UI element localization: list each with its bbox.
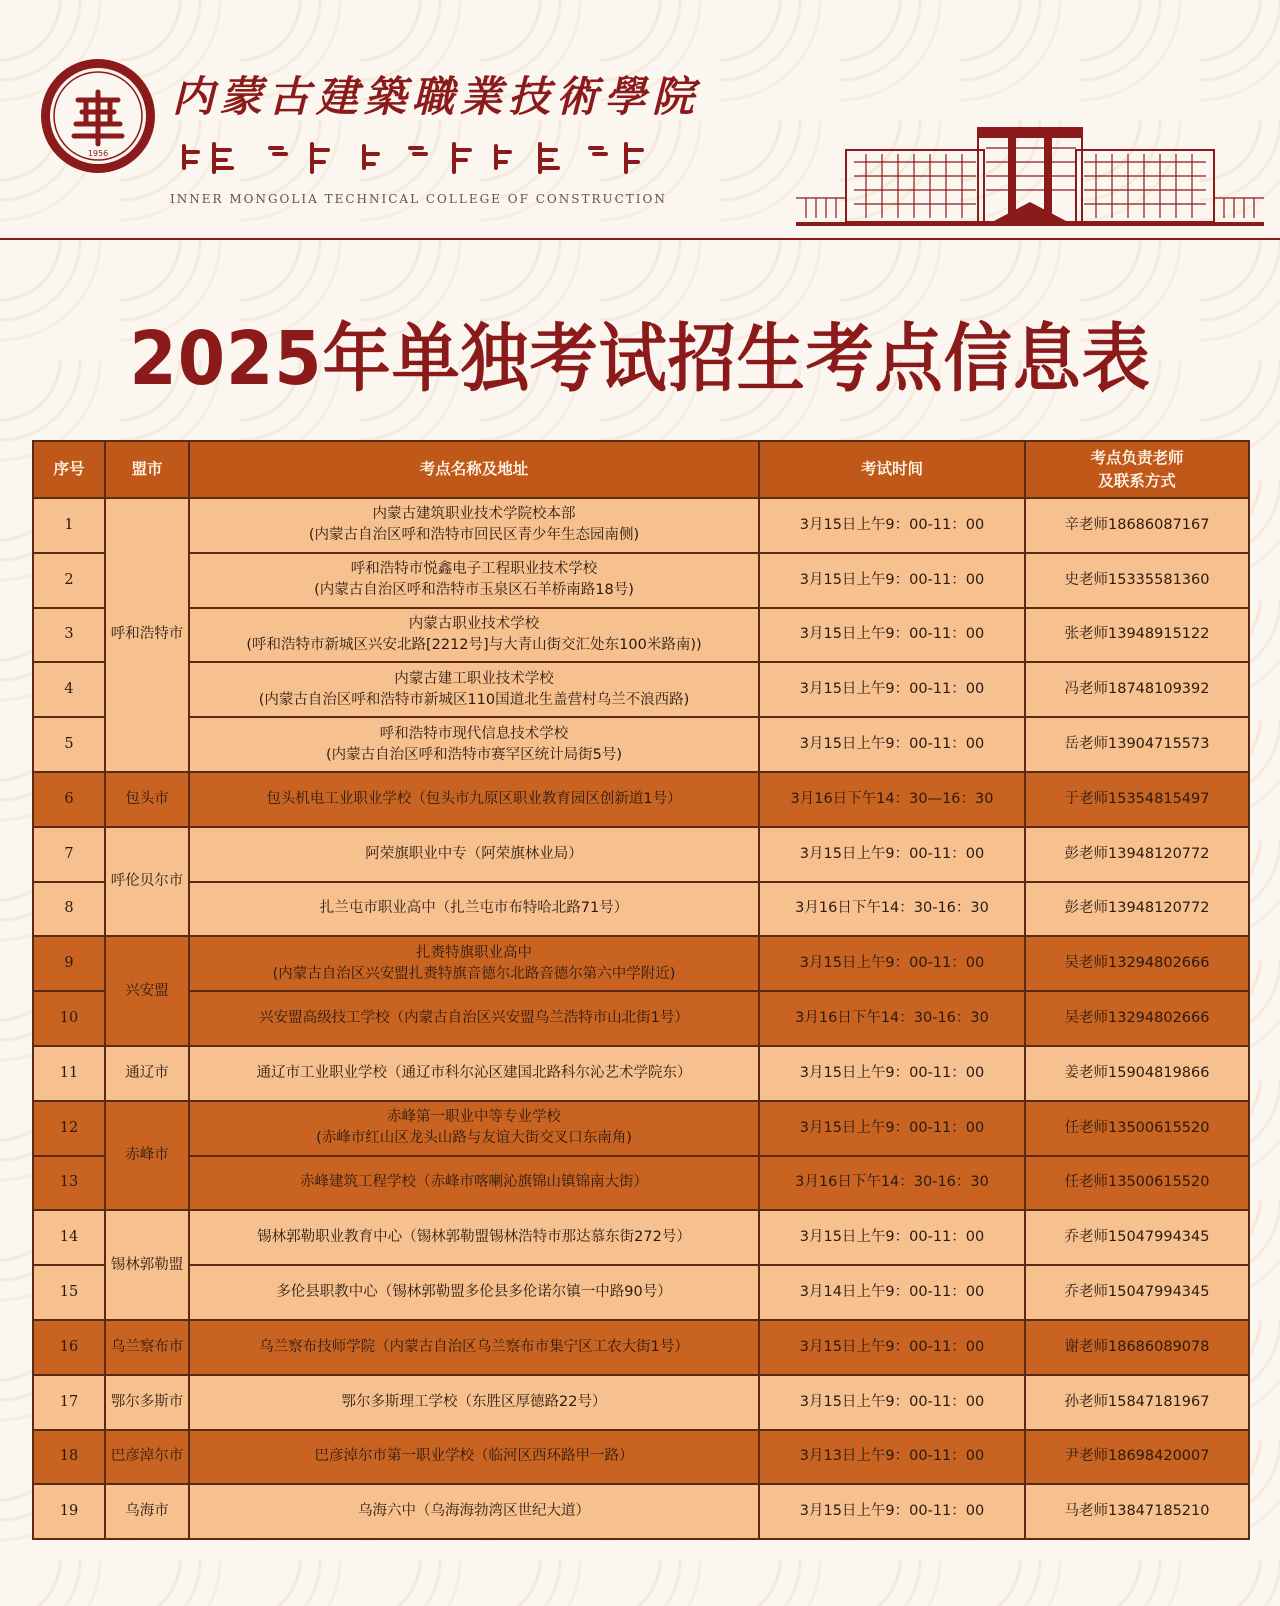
row-index: 14 — [33, 1210, 105, 1265]
row-index: 2 — [33, 553, 105, 608]
college-name-calligraphy: 内蒙古建築職業技術學院 — [172, 72, 701, 121]
contact-cell: 谢老师18686089078 — [1025, 1320, 1249, 1375]
table-row — [33, 608, 1249, 663]
row-index: 10 — [33, 991, 105, 1046]
contact-cell: 史老师15335581360 — [1025, 553, 1249, 608]
site-cell: 乌兰察布技师学院（内蒙古自治区乌兰察布市集宁区工农大街1号） — [189, 1320, 759, 1375]
time-cell: 3月15日上午9：00-11：00 — [759, 936, 1025, 991]
table-row — [33, 1265, 1249, 1320]
table-row — [33, 1430, 1249, 1485]
site-cell: 赤峰建筑工程学校（赤峰市喀喇沁旗锦山镇锦南大街） — [189, 1156, 759, 1211]
row-index: 12 — [33, 1101, 105, 1156]
table-row — [33, 882, 1249, 937]
table-row — [33, 1156, 1249, 1211]
time-cell: 3月16日下午14：30-16：30 — [759, 1156, 1025, 1211]
site-cell: 扎赉特旗职业高中 (内蒙古自治区兴安盟扎赉特旗音德尔北路音德尔第六中学附近) — [189, 936, 759, 991]
row-index: 6 — [33, 772, 105, 827]
page-title: 2025年单独考试招生考点信息表 — [129, 316, 1151, 402]
site-cell: 呼和浩特市现代信息技术学校 (内蒙古自治区呼和浩特市赛罕区统计局街5号) — [189, 717, 759, 772]
site-cell: 通辽市工业职业学校（通辽市科尔沁区建国北路科尔沁艺术学院东） — [189, 1046, 759, 1101]
header-contact: 考点负责老师 及联系方式 — [1025, 441, 1249, 498]
row-index: 13 — [33, 1156, 105, 1211]
time-cell: 3月13日上午9：00-11：00 — [759, 1430, 1025, 1485]
time-cell: 3月16日下午14：30-16：30 — [759, 991, 1025, 1046]
college-seal-logo — [38, 56, 158, 176]
contact-cell: 辛老师18686087167 — [1025, 498, 1249, 553]
table-row — [33, 662, 1249, 717]
table-row — [33, 717, 1249, 772]
table-row — [33, 827, 1249, 882]
time-cell: 3月16日下午14：30-16：30 — [759, 882, 1025, 937]
site-cell: 阿荣旗职业中专（阿荣旗林业局） — [189, 827, 759, 882]
contact-cell: 吴老师13294802666 — [1025, 991, 1249, 1046]
exam-site-table — [32, 440, 1250, 1540]
time-cell: 3月15日上午9：00-11：00 — [759, 608, 1025, 663]
table-row — [33, 1375, 1249, 1430]
table-row — [33, 1210, 1249, 1265]
table-row — [33, 498, 1249, 553]
table-row — [33, 553, 1249, 608]
time-cell: 3月15日上午9：00-11：00 — [759, 1046, 1025, 1101]
site-cell: 内蒙古职业技术学校 (呼和浩特市新城区兴安北路[2212号]与大青山街交汇处东100米路南)) — [189, 608, 759, 663]
site-cell: 扎兰屯市职业高中（扎兰屯市布特哈北路71号） — [189, 882, 759, 937]
row-index: 3 — [33, 608, 105, 663]
city-cell: 赤峰市 — [105, 1101, 189, 1211]
site-cell: 兴安盟高级技工学校（内蒙古自治区兴安盟乌兰浩特市山北街1号） — [189, 991, 759, 1046]
table-row — [33, 1320, 1249, 1375]
header-city: 盟市 — [105, 441, 189, 498]
row-index: 16 — [33, 1320, 105, 1375]
city-cell: 通辽市 — [105, 1046, 189, 1101]
time-cell: 3月15日上午9：00-11：00 — [759, 717, 1025, 772]
row-index: 9 — [33, 936, 105, 991]
table-row — [33, 936, 1249, 991]
site-cell: 内蒙古建工职业技术学校 (内蒙古自治区呼和浩特市新城区110国道北生盖营村乌兰不浪西路) — [189, 662, 759, 717]
row-index: 1 — [33, 498, 105, 553]
row-index: 4 — [33, 662, 105, 717]
svg-text:1956: 1956 — [87, 149, 109, 158]
header-site: 考点名称及地址 — [189, 441, 759, 498]
page-header — [0, 0, 1280, 240]
contact-cell: 孙老师15847181967 — [1025, 1375, 1249, 1430]
city-cell: 包头市 — [105, 772, 189, 827]
contact-cell: 任老师13500615520 — [1025, 1101, 1249, 1156]
college-name-english: INNER MONGOLIA TECHNICAL COLLEGE OF CONSTRUCTION — [170, 192, 667, 206]
table-row — [33, 1046, 1249, 1101]
time-cell: 3月15日上午9：00-11：00 — [759, 1375, 1025, 1430]
campus-building-illustration — [796, 118, 1264, 238]
contact-cell: 于老师15354815497 — [1025, 772, 1249, 827]
contact-cell: 冯老师18748109392 — [1025, 662, 1249, 717]
site-cell: 巴彦淖尔市第一职业学校（临河区西环路甲一路） — [189, 1430, 759, 1485]
site-cell: 乌海六中（乌海海勃湾区世纪大道） — [189, 1484, 759, 1539]
row-index: 17 — [33, 1375, 105, 1430]
site-cell: 锡林郭勒职业教育中心（锡林郭勒盟锡林浩特市那达慕东街272号） — [189, 1210, 759, 1265]
mongolian-script-logo — [178, 138, 648, 176]
contact-cell: 尹老师18698420007 — [1025, 1430, 1249, 1485]
city-cell: 乌海市 — [105, 1484, 189, 1539]
time-cell: 3月16日下午14：30—16：30 — [759, 772, 1025, 827]
header-time: 考试时间 — [759, 441, 1025, 498]
site-cell: 呼和浩特市悦鑫电子工程职业技术学校 (内蒙古自治区呼和浩特市玉泉区石羊桥南路18号) — [189, 553, 759, 608]
table-row — [33, 772, 1249, 827]
time-cell: 3月15日上午9：00-11：00 — [759, 498, 1025, 553]
table-header-row — [33, 441, 1249, 498]
contact-cell: 张老师13948915122 — [1025, 608, 1249, 663]
contact-cell: 彭老师13948120772 — [1025, 882, 1249, 937]
table-row — [33, 1101, 1249, 1156]
table-row — [33, 1484, 1249, 1539]
contact-cell: 马老师13847185210 — [1025, 1484, 1249, 1539]
time-cell: 3月14日上午9：00-11：00 — [759, 1265, 1025, 1320]
city-cell: 呼伦贝尔市 — [105, 827, 189, 937]
contact-cell: 乔老师15047994345 — [1025, 1265, 1249, 1320]
city-cell: 乌兰察布市 — [105, 1320, 189, 1375]
site-cell: 包头机电工业职业学校（包头市九原区职业教育园区创新道1号） — [189, 772, 759, 827]
row-index: 8 — [33, 882, 105, 937]
row-index: 5 — [33, 717, 105, 772]
contact-cell: 姜老师15904819866 — [1025, 1046, 1249, 1101]
contact-cell: 任老师13500615520 — [1025, 1156, 1249, 1211]
table-row — [33, 991, 1249, 1046]
site-cell: 鄂尔多斯理工学校（东胜区厚德路22号） — [189, 1375, 759, 1430]
contact-cell: 彭老师13948120772 — [1025, 827, 1249, 882]
row-index: 18 — [33, 1430, 105, 1485]
time-cell: 3月15日上午9：00-11：00 — [759, 1320, 1025, 1375]
site-cell: 多伦县职教中心（锡林郭勒盟多伦县多伦诺尔镇一中路90号） — [189, 1265, 759, 1320]
site-cell: 内蒙古建筑职业技术学院校本部 (内蒙古自治区呼和浩特市回民区青少年生态园南侧) — [189, 498, 759, 553]
time-cell: 3月15日上午9：00-11：00 — [759, 1484, 1025, 1539]
row-index: 19 — [33, 1484, 105, 1539]
time-cell: 3月15日上午9：00-11：00 — [759, 1210, 1025, 1265]
row-index: 15 — [33, 1265, 105, 1320]
row-index: 7 — [33, 827, 105, 882]
time-cell: 3月15日上午9：00-11：00 — [759, 827, 1025, 882]
contact-cell: 岳老师13904715573 — [1025, 717, 1249, 772]
time-cell: 3月15日上午9：00-11：00 — [759, 662, 1025, 717]
contact-cell: 吴老师13294802666 — [1025, 936, 1249, 991]
time-cell: 3月15日上午9：00-11：00 — [759, 1101, 1025, 1156]
city-cell: 鄂尔多斯市 — [105, 1375, 189, 1430]
city-cell: 巴彦淖尔市 — [105, 1430, 189, 1485]
city-cell: 呼和浩特市 — [105, 498, 189, 772]
row-index: 11 — [33, 1046, 105, 1101]
site-cell: 赤峰第一职业中等专业学校 (赤峰市红山区龙头山路与友谊大街交叉口东南角) — [189, 1101, 759, 1156]
city-cell: 锡林郭勒盟 — [105, 1210, 189, 1320]
contact-cell: 乔老师15047994345 — [1025, 1210, 1249, 1265]
time-cell: 3月15日上午9：00-11：00 — [759, 553, 1025, 608]
city-cell: 兴安盟 — [105, 936, 189, 1046]
header-index: 序号 — [33, 441, 105, 498]
